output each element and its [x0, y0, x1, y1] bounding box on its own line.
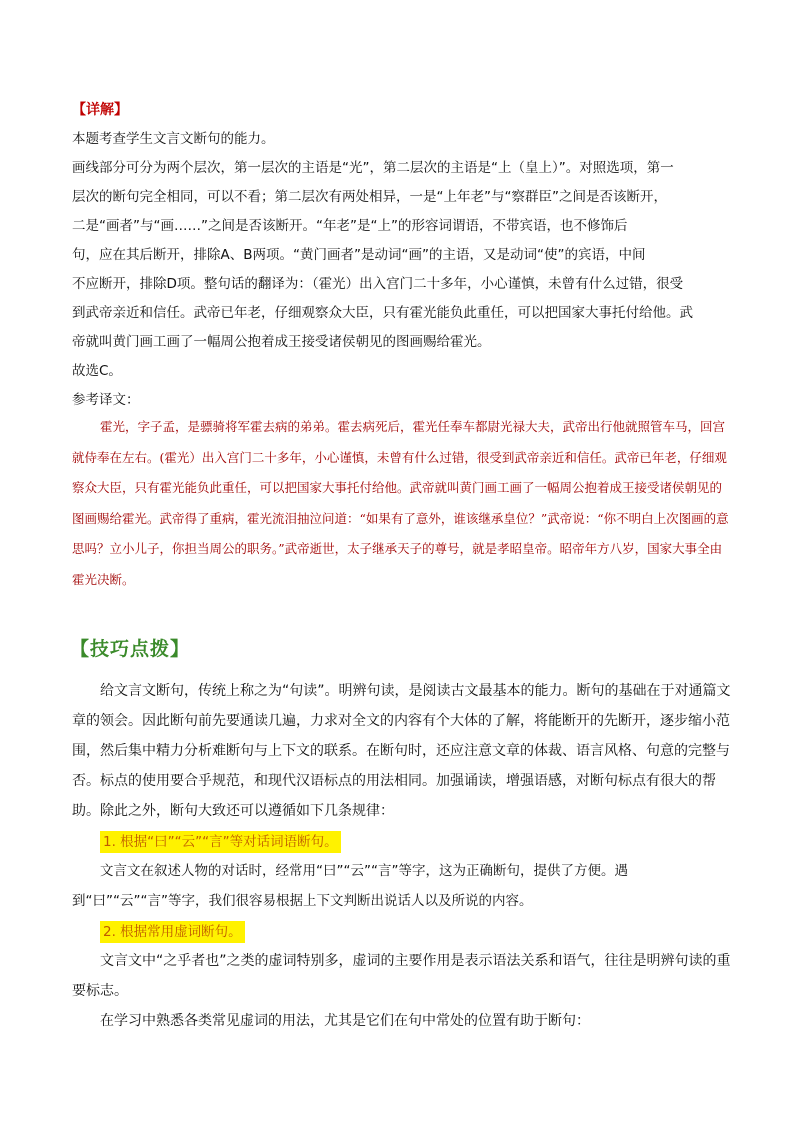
tips-intro: 给文言文断句，传统上称之为“句读”。明辨句读，是阅读古文最基本的能力。断句的基础在于对通篇文章的领会。因此断句前先要通读几遍，力求对全文的内容有个大体的了解，将能断开的先断开，逐步缩小范围，然后集中精力分析难断句与上下文的联系。在断句时，还应注意文章的体裁、语言风格、句意的完整与否。标点的使用要合乎规范，和现代汉语标点的用法相同。加强诵读，增强语感，对断句标点有很大的帮助。除此之外，断句大致还可以遵循如下几条规律：	[72, 683, 731, 819]
detail-line: 画线部分可分为两个层次，第一层次的主语是“光”，第二层次的主语是“上（皇上）”。对照选项，第一	[72, 160, 674, 176]
detail-section	[72, 96, 732, 415]
rule2-text: 文言文中“之乎者也”之类的虚词特别多，虚词的主要作用是表示语法关系和语气，往往是明辨句读的重要标志。	[72, 953, 731, 999]
detail-line: 不应断开，排除D项。整句话的翻译为：（霍光）出入宫门二十多年，小心谨慎，未曾有什么过错，很受	[72, 276, 684, 292]
rule2-heading-wrap	[72, 916, 732, 946]
translation-block	[72, 412, 732, 595]
tips-title: 【技巧点拨】	[70, 638, 191, 660]
rule1-text: 文言文在叙述人物的对话时，经常用“曰”“云”“言”等字，这为正确断句，提供了方便。遇到“曰”“云”“言”等字，我们很容易根据上下文判断出说话人以及所说的内容。	[72, 863, 628, 909]
detail-label: 【详解】	[72, 102, 128, 118]
detail-line: 本题考查学生文言文断句的能力。	[72, 131, 275, 147]
detail-line: 故选C。	[72, 363, 122, 379]
detail-line: 二是“画者”与“画……”之间是否该断开。“年老”是“上”的形容词谓语，不带宾语，也不修饰后	[72, 218, 628, 234]
detail-line: 帝就叫黄门画工画了一幅周公抱着成王接受诸侯朝见的图画赐给霍光。	[72, 334, 491, 350]
translation-text: 霍光，字子孟，是骠骑将军霍去病的弟弟。霍去病死后，霍光任奉车都尉光禄大夫，武帝出行他就照管车马，回宫就侍奉在左右。(霍光）出入宫门二十多年，小心谨慎，未曾有什么过错，很受到武帝亲近和信任。武帝已年老，仔细观察众大臣，只有霍光能负此重任，可以把国家大事托付给他。武帝就叫黄门画工画了一幅周公抱着成王接受诸侯朝见的图画赐给霍光。武帝得了重病，霍光流泪抽泣问道：“如果有了意外，谁该继承皇位？”武帝说：“你不明白上次图画的意思吗？立小儿子，你担当周公的职务。”武帝逝世，太子继承天子的尊号，就是孝昭皇帝。昭帝年方八岁，国家大事全由霍光决断。	[72, 419, 729, 587]
rule2-text2: 在学习中熟悉各类常见虚词的用法，尤其是它们在句中常处的位置有助于断句：	[100, 1013, 590, 1029]
rule1-heading: 1. 根据“曰”“云”“言”等对话词语断句。	[100, 831, 341, 853]
tips-heading	[70, 634, 730, 661]
tips-body	[72, 676, 732, 1036]
rule2-heading: 2. 根据常用虚词断句。	[100, 921, 245, 943]
detail-line: 到武帝亲近和信任。武帝已年老，仔细观察众大臣，只有霍光能负此重任，可以把国家大事托付给他。武	[72, 305, 693, 321]
detail-line: 参考译文：	[72, 392, 140, 408]
detail-line: 句，应在其后断开，排除A、B两项。“黄门画者”是动词“画”的主语，又是动词“使”的宾语，中间	[72, 247, 646, 263]
rule1-heading-wrap	[72, 826, 732, 856]
detail-line: 层次的断句完全相同，可以不看；第二层次有两处相异，一是“上年老”与“察群臣”之间是否该断开，	[72, 189, 667, 205]
